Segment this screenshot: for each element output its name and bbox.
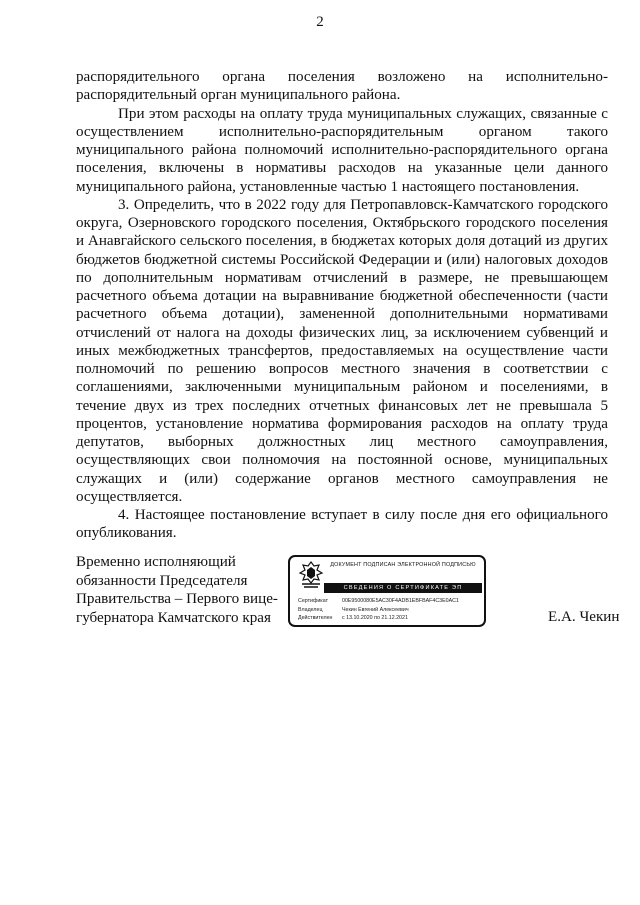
- stamp-row-validity: [298, 614, 482, 623]
- stamp-row-value: Чекин Евгений Алексеевич: [342, 606, 409, 613]
- paragraph-item-3: 3. Определить, что в 2022 году для Петропавловск-Камчатского городского округа, Озерновского городского поселения, Октябрьского городского поселения и Анавгайского сельского поселения, в бюджетах которых доля дотаций из других бюджетов бюджетной системы Российской Федерации и (или) налоговых доходов по дополнительным нормативам отчислений в размере, не превышающем расчетного объема дотации на выравнивание бюджетной обеспеченности (части расчетного объема дотации), замененной дополнительными нормативами отчислений от налога на доходы физических лиц, за исключением субвенций и иных межбюджетных трансфертов, предоставляемых на осуществление части полномочий по решению вопросов местного значения в соответствии с соглашениями, заключенными муниципальным районом и поселениями, в течение двух из трех последних отчетных финансовых лет не превышала 5 процентов, установление норматива формирования расходов на оплату труда депутатов, выборных должностных лиц местного самоуправления, осуществляющих свои полномочия на постоянной основе, муниципальных служащих и (или) содержание органов местного самоуправления не осуществляется.: [76, 196, 608, 505]
- paragraph-continuation: распорядительного органа поселения возложено на исполнительно-распорядительный орган муниципального района.: [76, 69, 608, 104]
- signer-title: Временно исполняющий обязанности Председателя Правительства – Первого вице-губернатора Камчатского края: [76, 554, 278, 626]
- stamp-row-label: Владелец: [298, 606, 323, 613]
- coat-of-arms-icon: [298, 561, 324, 589]
- stamp-row-value: с 13.10.2020 по 21.12.2021: [342, 615, 408, 621]
- paragraph-salary-expenses: При этом расходы на оплату труда муниципальных служащих, связанные с осуществлением исполнительно-распорядительным органом такого муниципального района полномочий исполнительно-распорядительного органа поселения, включены в нормативы расходов на указанные цели данного муниципального района, установленные частью 1 настоящего постановления.: [76, 105, 608, 195]
- page-number: 2: [316, 14, 324, 30]
- electronic-signature-stamp: [288, 555, 486, 627]
- document-body: [76, 68, 608, 543]
- signer-name: Е.А. Чекин: [548, 609, 620, 625]
- stamp-details: [298, 597, 482, 623]
- stamp-certificate-bar: СВЕДЕНИЯ О СЕРТИФИКАТЕ ЭП: [324, 583, 482, 593]
- stamp-row-owner: [298, 606, 482, 615]
- stamp-row-label: Действителен: [298, 615, 333, 621]
- paragraph-item-4: 4. Настоящее постановление вступает в силу после дня его официального опубликования.: [76, 507, 608, 542]
- signature-block: [76, 553, 636, 633]
- stamp-heading: ДОКУМЕНТ ПОДПИСАН ЭЛЕКТРОННОЙ ПОДПИСЬЮ: [330, 562, 476, 568]
- stamp-row-certificate: [298, 597, 482, 606]
- stamp-row-value: 00E9500080E5AC30F4ADB1EBFBAF4C3E0AC1: [342, 598, 459, 604]
- stamp-row-label: Сертификат: [298, 598, 328, 604]
